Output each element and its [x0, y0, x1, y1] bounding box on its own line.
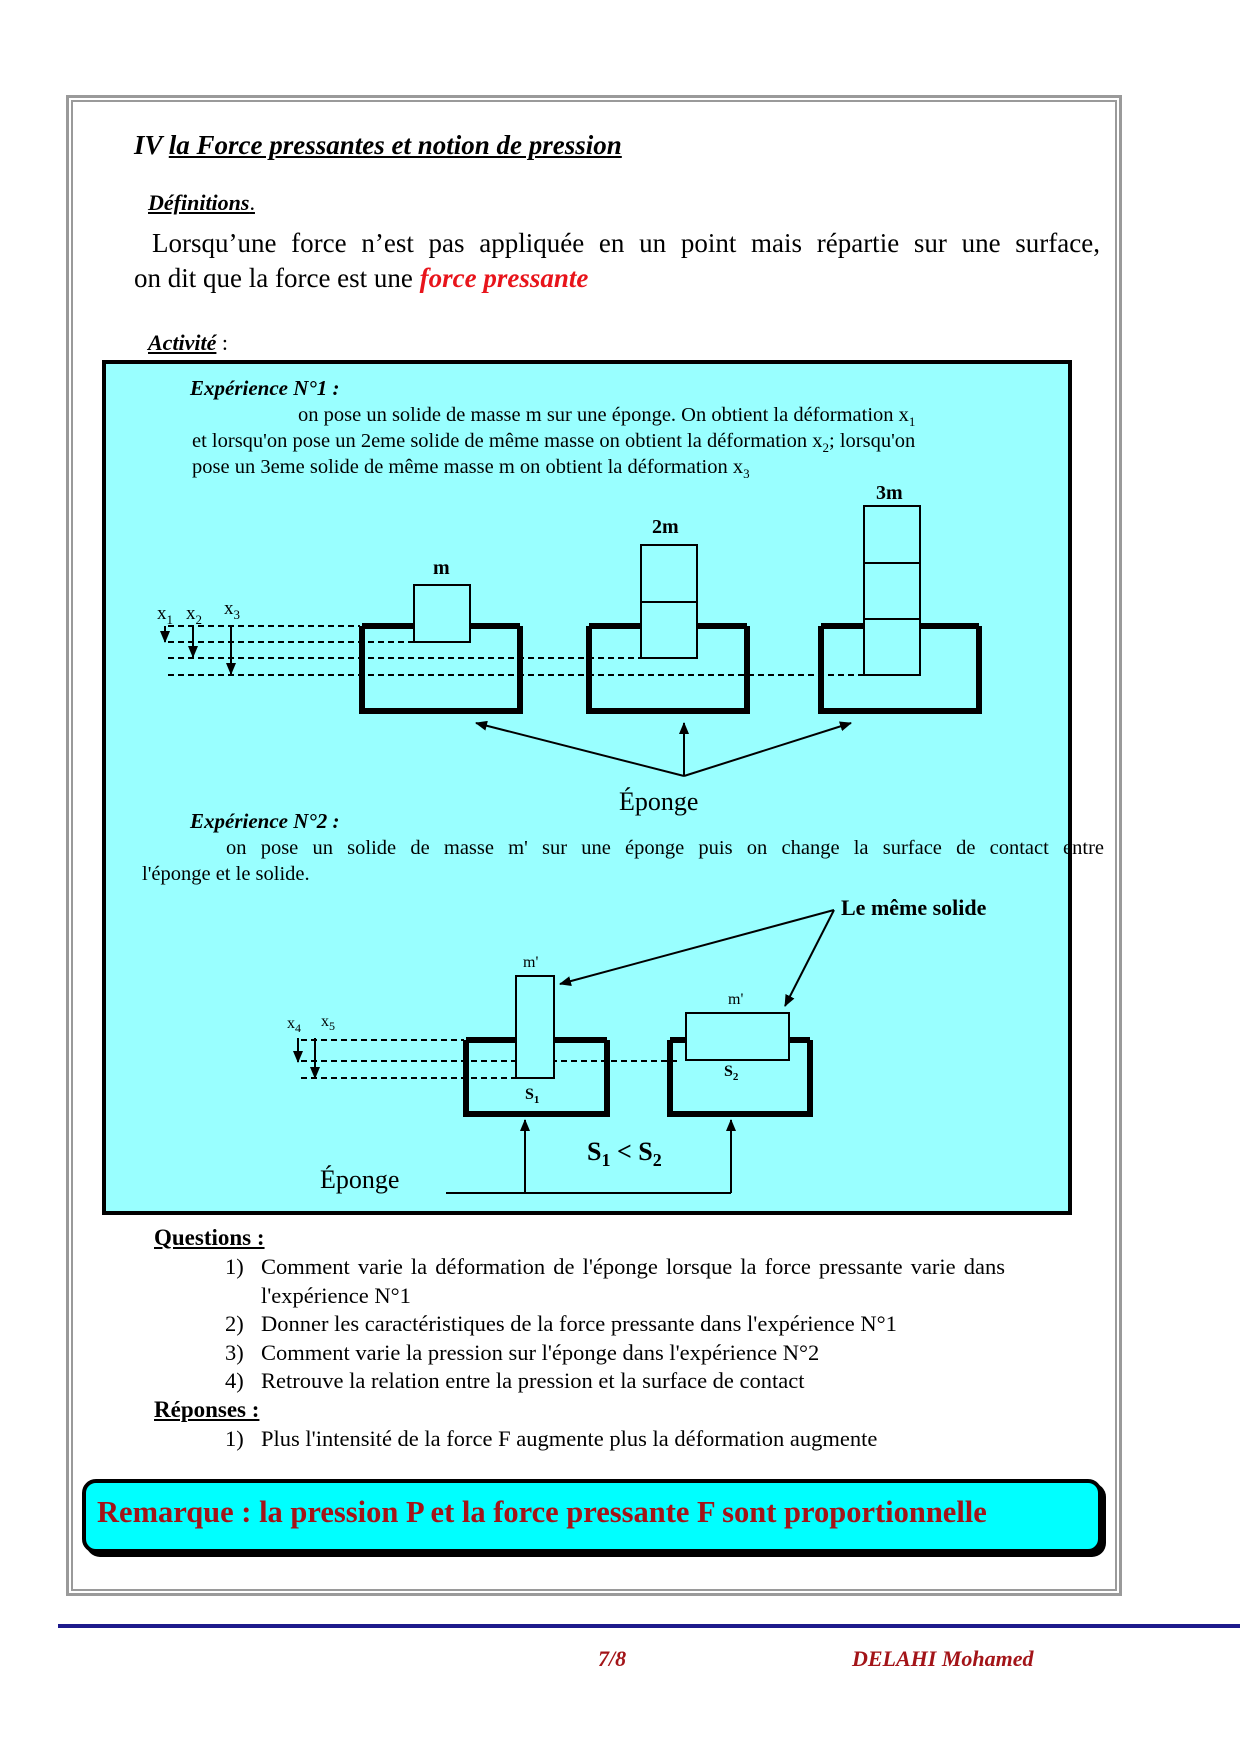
- experiment1-line3: pose un 3eme solide de même masse m on obtient la déformation $x_3$: [192, 456, 750, 482]
- x2-label: $x_2$: [186, 603, 202, 627]
- sponge-1: [362, 585, 520, 711]
- s2-label: $S_2$: [724, 1063, 739, 1083]
- page-number: 7/8: [598, 1646, 627, 1671]
- mass-block-m: [414, 585, 470, 642]
- activity-label: Activité :: [148, 330, 229, 355]
- x5-label: $x_5$: [321, 1013, 335, 1033]
- definitions-line2: on dit que la force est une: [134, 263, 413, 293]
- force-pressante-highlight: force pressante: [419, 263, 589, 293]
- mass-label-m-prime-2: m': [728, 991, 744, 1008]
- questions-label: Questions :: [154, 1225, 265, 1250]
- answers-label: Réponses :: [154, 1397, 260, 1422]
- sponge-s2: [670, 1013, 810, 1114]
- wide-block: [686, 1013, 789, 1060]
- questions-list: [225, 1253, 1005, 1396]
- definitions-line1: Lorsqu’une force n’est pas appliquée en un point mais répartie sur une surface,: [152, 228, 1100, 258]
- experiment1-line2: et lorsqu'on pose un 2eme solide de même masse on obtient la déformation $x_2$; lorsqu'on: [192, 430, 916, 456]
- mass-label-3m: 3m: [876, 482, 903, 504]
- author: DELAHI Mohamed: [852, 1646, 1034, 1671]
- question-item: 3) Comment varie la pression sur l'éponge dans l'expérience N°2: [225, 1339, 820, 1365]
- footer-rule: [58, 1624, 1240, 1628]
- same-solid-arrows: [560, 910, 834, 1006]
- surface-comparison: $S_1 < S_2$: [587, 1137, 662, 1170]
- experiment2-title: Expérience N°2 :: [190, 809, 340, 833]
- sponge-label-2: Éponge: [320, 1165, 400, 1194]
- question-item: 2) Donner les caractéristiques de la force pressante dans l'expérience N°1: [225, 1311, 897, 1336]
- experiment1-line1: on pose un solide de masse m sur une éponge. On obtient la déformation $x_1$: [298, 404, 916, 430]
- remark-text: Remarque : la pression P et la force pressante F sont proportionnelle: [97, 1495, 987, 1529]
- mass-label-2m: 2m: [652, 516, 679, 538]
- question-item: 4) Retrouve la relation entre la pression et la surface de contact: [225, 1368, 805, 1393]
- deformation-lines-2: [301, 1040, 680, 1078]
- mass-label-m-prime-1: m': [523, 954, 539, 971]
- same-solid-label: Le même solide: [841, 895, 987, 920]
- tall-block: [516, 976, 554, 1078]
- s1-label: $S_1$: [525, 1086, 540, 1106]
- section-title-text: la Force pressantes et notion de pression: [168, 130, 622, 160]
- experiment1-title: Expérience N°1 :: [190, 376, 340, 400]
- sponge-3: [821, 506, 979, 711]
- x4-label: $x_4$: [287, 1015, 301, 1035]
- experiment2-line2: l'éponge et le solide.: [142, 863, 310, 885]
- answer-item: 1) Plus l'intensité de la force F augmente plus la déformation augmente: [225, 1426, 878, 1451]
- x3-label: $x_3$: [224, 598, 240, 622]
- answers-list: [225, 1426, 877, 1452]
- sponge-label-1: Éponge: [619, 787, 699, 816]
- sponge-arrows: [476, 723, 851, 776]
- x1-label: $x_1$: [157, 603, 173, 627]
- mass-label-m: m: [433, 557, 450, 579]
- section-number: IV: [134, 130, 163, 160]
- question-item: 1) Comment varie la déformation de l'éponge lorsque la force pressante varie dans l'expérience N°1: [225, 1254, 1005, 1308]
- remark-box: [82, 1479, 1102, 1553]
- experiment2-line1: on pose un solide de masse m' sur une éponge puis on change la surface de contact entre: [226, 837, 1104, 859]
- definitions-label: Définitions.: [148, 190, 255, 215]
- sponge-2: [589, 545, 747, 711]
